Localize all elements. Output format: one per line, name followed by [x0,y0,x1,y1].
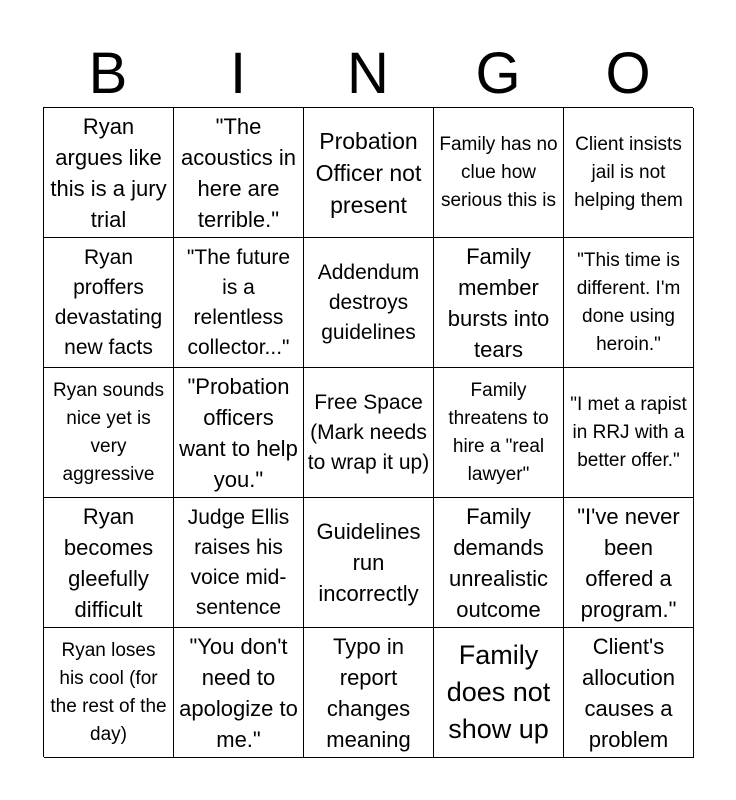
bingo-header [43,40,693,108]
bingo-cell-r5c1[interactable] [44,628,174,758]
bingo-cell-r1c5[interactable] [564,108,694,238]
cell-text: Family has no clue how serious this is [439,133,558,211]
bingo-cell-r5c2[interactable] [174,628,304,758]
bingo-cell-r5c5[interactable] [564,628,694,758]
bingo-cell-r3c4[interactable] [434,368,564,498]
cell-text: Family member bursts into tears [447,243,550,362]
cell-text: "The acoustics in here are terrible." [181,113,296,232]
cell-text: Judge Ellis raises his voice mid-sentence [187,505,290,619]
header-letter-g: G [475,41,521,106]
bingo-cell-r3c5[interactable] [564,368,694,498]
bingo-cell-r1c1[interactable] [44,108,174,238]
cell-text: Client's allocution causes a problem [582,633,675,752]
cell-text: "This time is different. I'm done using heroin." [576,249,681,355]
bingo-cell-r4c2[interactable] [174,498,304,628]
bingo-cell-r4c4[interactable] [434,498,564,628]
cell-text: "The future is a relentless collector..." [186,245,291,359]
cell-text: Client insists jail is not helping them [574,133,683,211]
bingo-cell-r5c4[interactable] [434,628,564,758]
cell-text: Typo in report changes meaning [326,633,411,752]
cell-text: Ryan sounds nice yet is very aggressive [53,379,164,485]
bingo-cell-r4c1[interactable] [44,498,174,628]
cell-text: Ryan becomes gleefully difficult [63,503,154,622]
bingo-cell-r2c4[interactable] [434,238,564,368]
bingo-cell-r5c3[interactable] [304,628,434,758]
bingo-cell-r3c3[interactable] [304,368,434,498]
cell-text: Free Space (Mark needs to wrap it up) [307,390,430,474]
bingo-cell-r2c5[interactable] [564,238,694,368]
cell-text: Family threatens to hire a "real lawyer" [448,379,549,485]
bingo-cell-r4c3[interactable] [304,498,434,628]
bingo-cell-r1c2[interactable] [174,108,304,238]
bingo-cell-r4c5[interactable] [564,498,694,628]
cell-text: Ryan proffers devastating new facts [54,245,163,359]
cell-text: Addendum destroys guidelines [317,260,420,344]
bingo-cell-r3c2[interactable] [174,368,304,498]
header-letter-n: N [347,41,389,106]
cell-text: "I've never been offered a program." [577,503,680,622]
bingo-cell-r1c4[interactable] [434,108,564,238]
cell-text: "You don't need to apologize to me." [179,633,298,752]
cell-text: Family does not show up [446,640,551,744]
cell-text: Probation Officer not present [315,127,422,218]
bingo-cell-r3c1[interactable] [44,368,174,498]
bingo-cell-r2c2[interactable] [174,238,304,368]
cell-text: Ryan loses his cool (for the rest of the day) [50,639,167,745]
header-letter-b: B [88,41,128,106]
cell-text: "I met a rapist in RRJ with a better offer." [570,393,687,471]
cell-text: Guidelines run incorrectly [316,519,421,606]
bingo-cell-r2c1[interactable] [44,238,174,368]
cell-text: "Probation officers want to help you." [179,373,298,492]
bingo-cell-r2c3[interactable] [304,238,434,368]
header-letter-i: I [229,41,247,106]
cell-text: Ryan argues like this is a jury trial [50,113,167,232]
cell-text: Family demands unrealistic outcome [448,503,549,622]
bingo-board [43,107,693,757]
bingo-cell-r1c3[interactable] [304,108,434,238]
header-letter-o: O [605,41,651,106]
